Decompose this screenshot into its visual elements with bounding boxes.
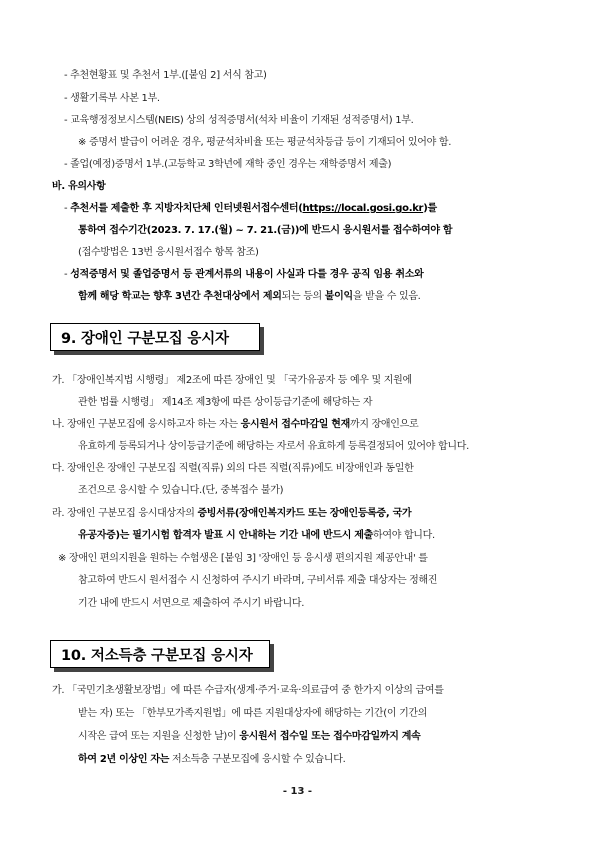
notes-bold-text: 불이익 xyxy=(324,291,353,302)
list-item-record: - 생활기록부 사본 1부. xyxy=(64,93,160,104)
sec9-note-line-2: 참고하여 반드시 원서접수 시 신청하여 주시기 바라며, 구비서류 제출 대상자는 정해진 xyxy=(78,575,438,586)
sec10-ga-line-3 xyxy=(78,730,421,743)
notes-line-5 xyxy=(78,290,421,303)
sec10-ga-line-2: 받는 자) 또는 「한부모가족지원법」에 따른 지원대상자에 해당하는 기간(이 기간의 xyxy=(78,708,428,719)
sec9-ra-line-1 xyxy=(52,507,411,520)
list-item-neis: - 교육행정정보시스템(NEIS) 상의 성적증명서(석차 비율이 기재된 성적증명서) 1부. xyxy=(64,115,414,126)
notes-line-1 xyxy=(64,202,437,215)
sec9-note-line-1: ※ 장애인 편의지원을 원하는 수험생은 [붙임 3] '장애인 등 응시생 편의지원 제공안내' 를 xyxy=(58,553,428,564)
text: 저소득층 구분모집에 응시할 수 있습니다. xyxy=(169,754,346,765)
text: 까지 장애인으로 xyxy=(349,419,419,430)
bold-text: 유공자증)는 필기시험 합격자 발표 시 안내하는 기간 내에 반드시 제출 xyxy=(78,530,373,541)
section-10-heading: 10. 저소득층 구분모집 응시자 xyxy=(50,640,270,668)
sec9-note-line-3: 기간 내에 반드시 서면으로 제출하여 주시기 바랍니다. xyxy=(78,598,305,609)
sec10-ga-line-1: 가. 「국민기초생활보장법」에 따른 수급자(생계·주거·교육·의료급여 중 한가지 이상의 급여를 xyxy=(52,685,444,696)
page-number: - 13 - xyxy=(282,786,313,797)
dash: - xyxy=(64,203,71,214)
sec9-na-line-1 xyxy=(52,418,418,431)
sec10-ga-line-4 xyxy=(78,753,346,766)
sec9-ra-line-2 xyxy=(78,529,435,542)
notes-line-4 xyxy=(64,268,423,281)
text: 나. 장애인 구분모집에 응시하고자 하는 자는 xyxy=(52,419,241,430)
text: 하여야 합니다. xyxy=(372,530,435,541)
subsection-title-notes: 바. 유의사항 xyxy=(52,181,106,192)
list-item-recommendation: - 추천현황표 및 추천서 1부.([붙임 2] 서식 참고) xyxy=(64,70,267,81)
sec9-na-line-2: 유효하게 등록되거나 상이등급기준에 해당하는 자로서 유효하게 등록결정되어 있어야 합니다. xyxy=(78,441,469,452)
notes-bold-text-end: )를 xyxy=(423,203,437,214)
text: 시작은 급여 또는 지원을 신청한 날)이 xyxy=(78,731,240,742)
notes-bold-text: 추천서를 제출한 후 지방자치단체 인터넷원서접수센터( xyxy=(70,203,303,214)
sec9-ga-line-2: 관한 법률 시행령」 제14조 제3항에 따른 상이등급기준에 해당하는 자 xyxy=(78,397,373,408)
notes-bold-text: 함께 해당 학교는 향후 3년간 추천대상에서 제외 xyxy=(78,291,282,302)
text: 라. 장애인 구분모집 응시대상자의 xyxy=(52,508,198,519)
notes-bold-text: 성적증명서 및 졸업증명서 등 관계서류의 내용이 사실과 다를 경우 공직 임용 취소와 xyxy=(70,269,424,280)
notes-text: 되는 등의 xyxy=(281,291,325,302)
note-certificate: ※ 증명서 발급이 어려운 경우, 평균석차비율 또는 평균석차등급 등이 기재되어 있어야 함. xyxy=(78,137,452,148)
bold-text: 응시원서 접수일 또는 접수마감일까지 계속 xyxy=(239,731,421,742)
notes-line-2: 통하여 접수기간(2023. 7. 17.(월) ~ 7. 21.(금))에 반드시 응시원서를 접수하여야 함 xyxy=(78,225,453,236)
list-item-graduation: - 졸업(예정)증명서 1부.(고등학교 3학년에 재학 중인 경우는 재학증명서 제출) xyxy=(64,159,392,170)
bold-text: 하여 2년 이상인 자는 xyxy=(78,754,170,765)
sec9-ga-line-1: 가. 「장애인복지법 시행령」 제2조에 따른 장애인 및 「국가유공자 등 예우 및 지원에 xyxy=(52,375,412,386)
gosi-link[interactable]: https://local.gosi.go.kr xyxy=(302,203,424,214)
bold-text: 증빙서류(장애인복지카드 또는 장애인등록증, 국가 xyxy=(197,508,412,519)
dash: - xyxy=(64,269,71,280)
sec9-da-line-1: 다. 장애인은 장애인 구분모집 직렬(직류) 외의 다른 직렬(직류)에도 비장애인과 동일한 xyxy=(52,463,414,474)
section-9-heading: 9. 장애인 구분모집 응시자 xyxy=(50,323,260,351)
notes-text: 을 받을 수 있음. xyxy=(352,291,421,302)
bold-text: 응시원서 접수마감일 현재 xyxy=(240,419,350,430)
notes-line-3: (접수방법은 13번 응시원서접수 항목 참조) xyxy=(78,247,259,258)
sec9-da-line-2: 조건으로 응시할 수 있습니다.(단, 중복접수 불가) xyxy=(78,485,284,496)
